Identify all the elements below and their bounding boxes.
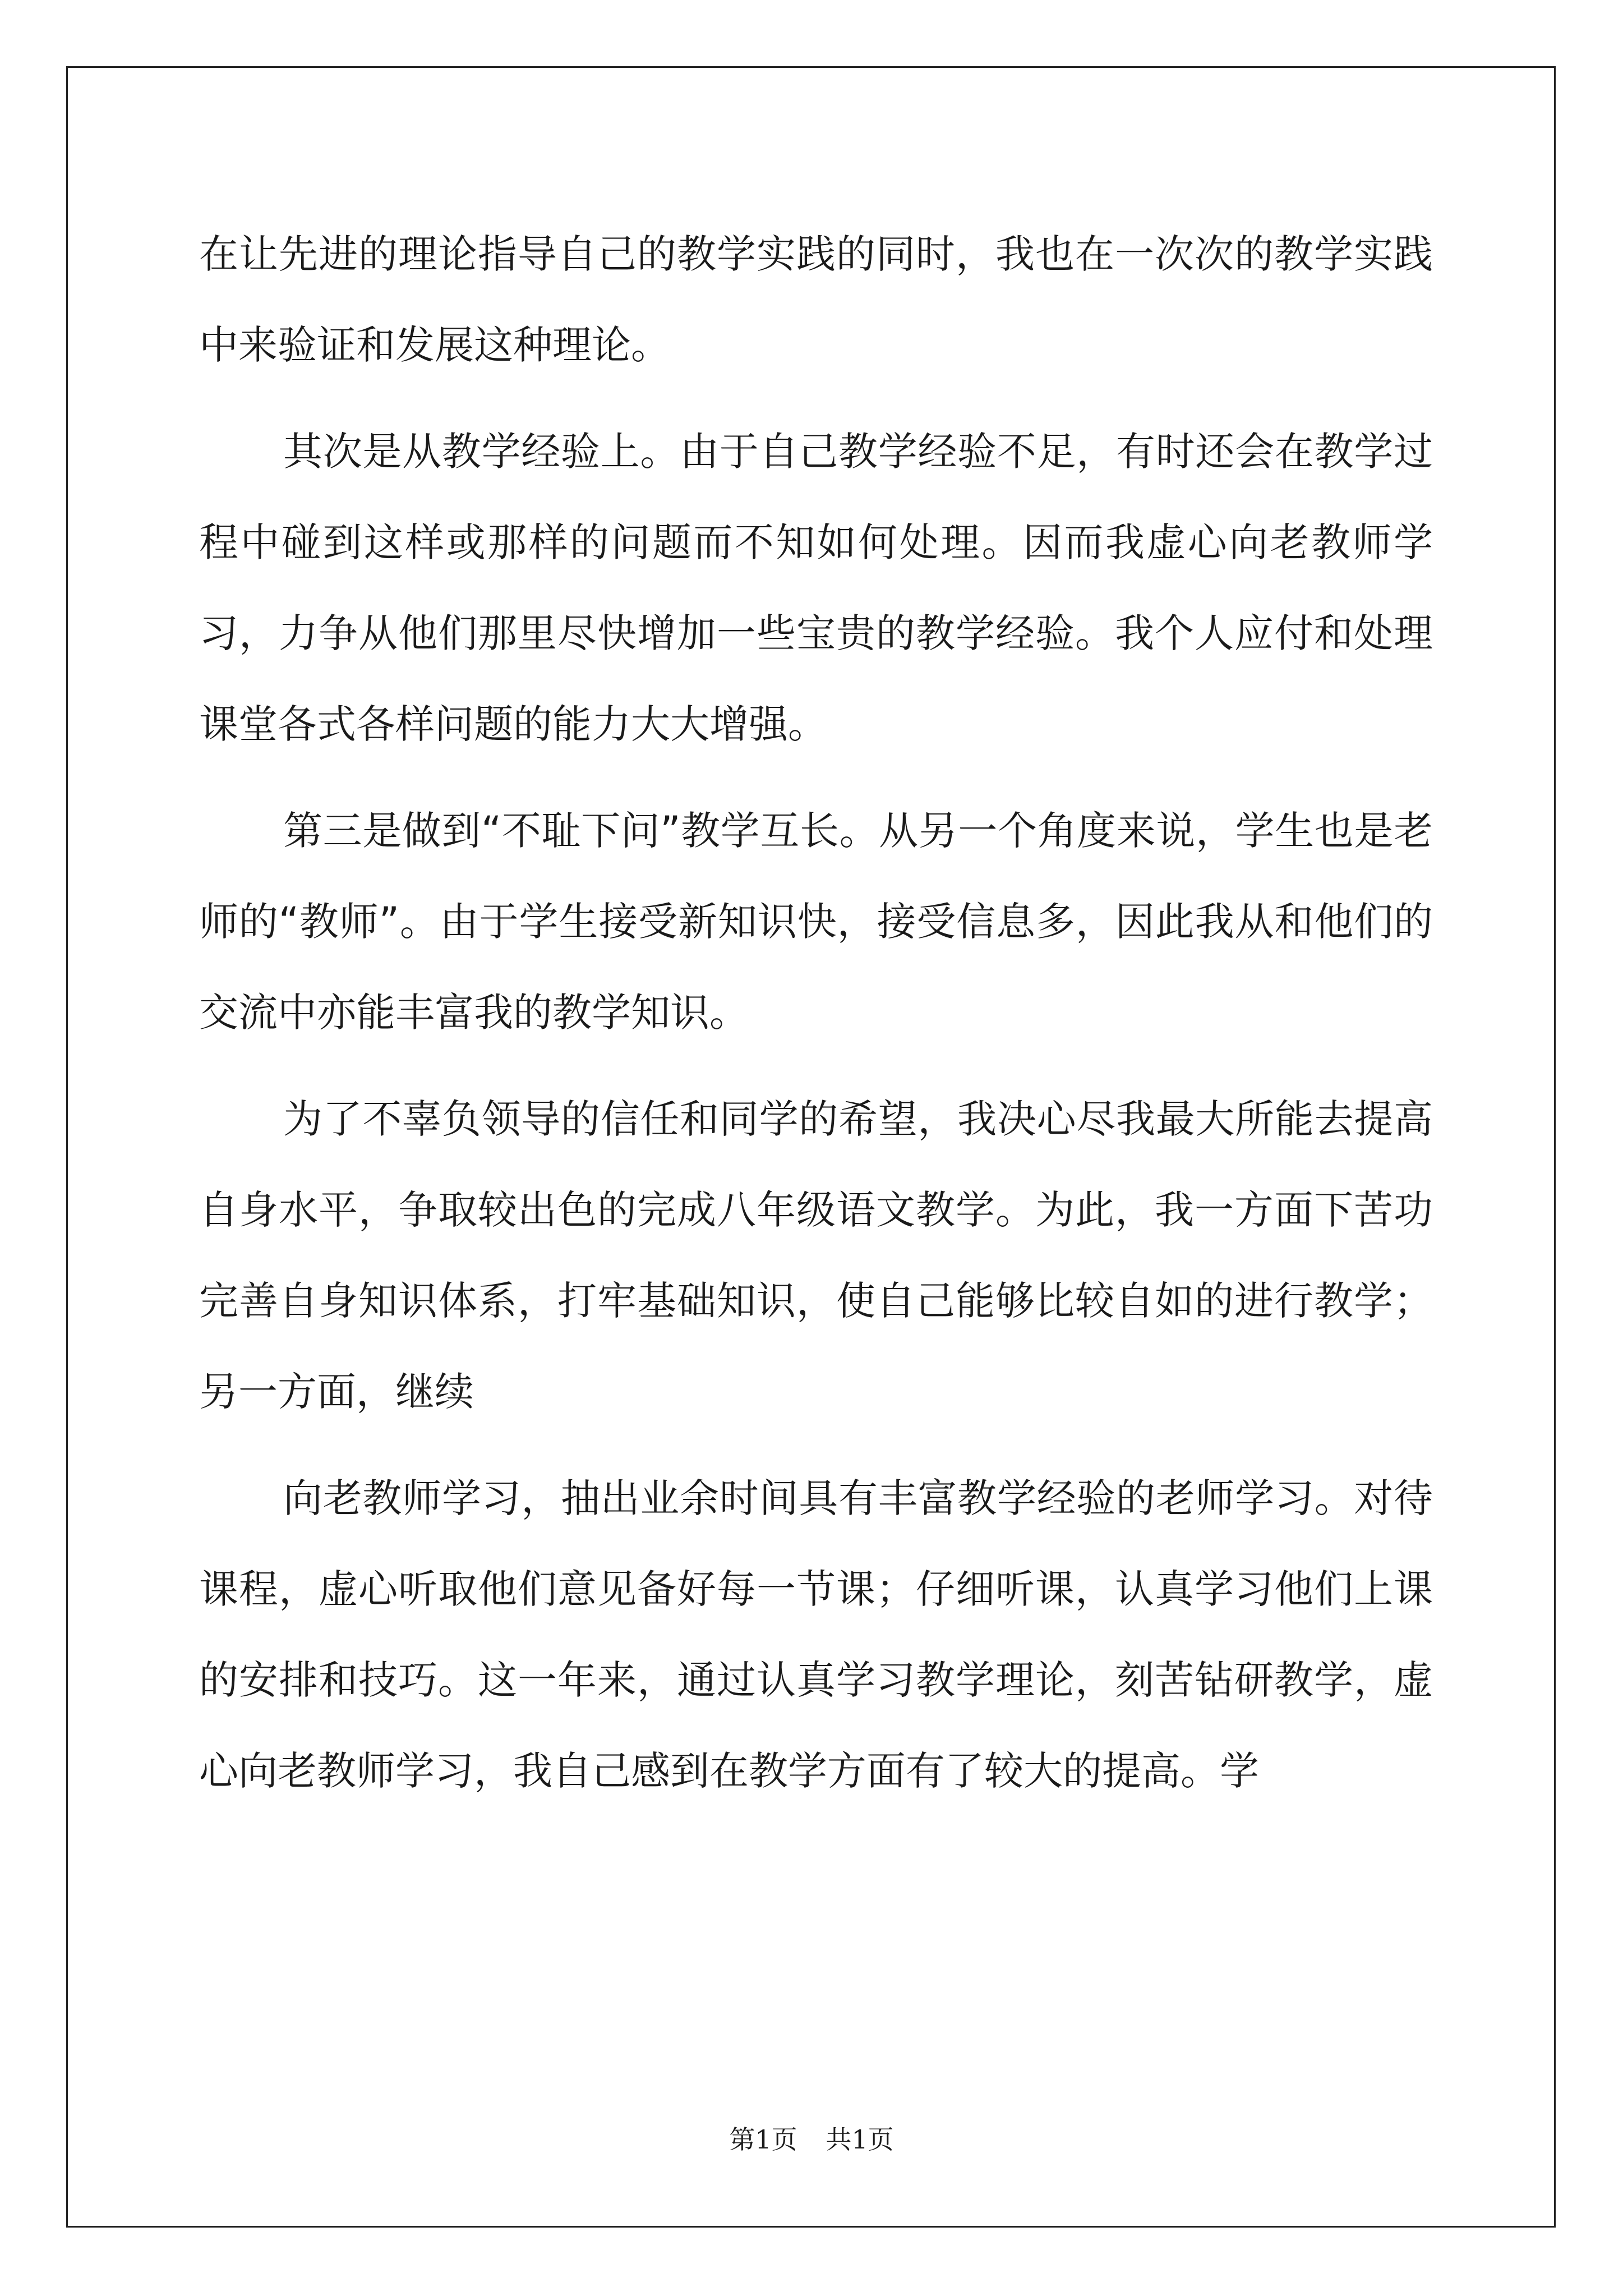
- page-number-current: 第1页: [729, 2124, 797, 2155]
- paragraph-3: 第三是做到“不耻下问”教学互长。从另一个角度来说，学生也是老师的“教师”。由于学生接受新知识快，接受信息多，因此我从和他们的交流中亦能丰富我的教学知识。: [199, 808, 1433, 1036]
- paragraph-4: 为了不辜负领导的信任和同学的希望，我决心尽我最大所能去提高自身水平，争取较出色的完成八年级语文教学。为此，我一方面下苦功完善自身知识体系，打牢基础知识，使自己能够比较自如的进行教学；另一方面，继续: [199, 1096, 1433, 1415]
- paragraph-1: 在让先进的理论指导自己的教学实践的同时，我也在一次次的教学实践中来验证和发展这种理论。: [199, 231, 1433, 368]
- paragraph-5: 向老教师学习，抽出业余时间具有丰富教学经验的老师学习。对待课程，虚心听取他们意见备好每一节课；仔细听课，认真学习他们上课的安排和技巧。这一年来，通过认真学习教学理论，刻苦钻研教学，虚心向老教师学习，我自己感到在教学方面有了较大的提高。学: [199, 1475, 1433, 1794]
- document-body: [199, 209, 1433, 1832]
- page-number-total: 共1页: [826, 2124, 894, 2155]
- page-footer: [0, 2119, 1623, 2156]
- paragraph-2: 其次是从教学经验上。由于自己教学经验不足，有时还会在教学过程中碰到这样或那样的问题而不知如何处理。因而我虚心向老教师学习，力争从他们那里尽快增加一些宝贵的教学经验。我个人应付和处理课堂各式各样问题的能力大大增强。: [199, 429, 1433, 747]
